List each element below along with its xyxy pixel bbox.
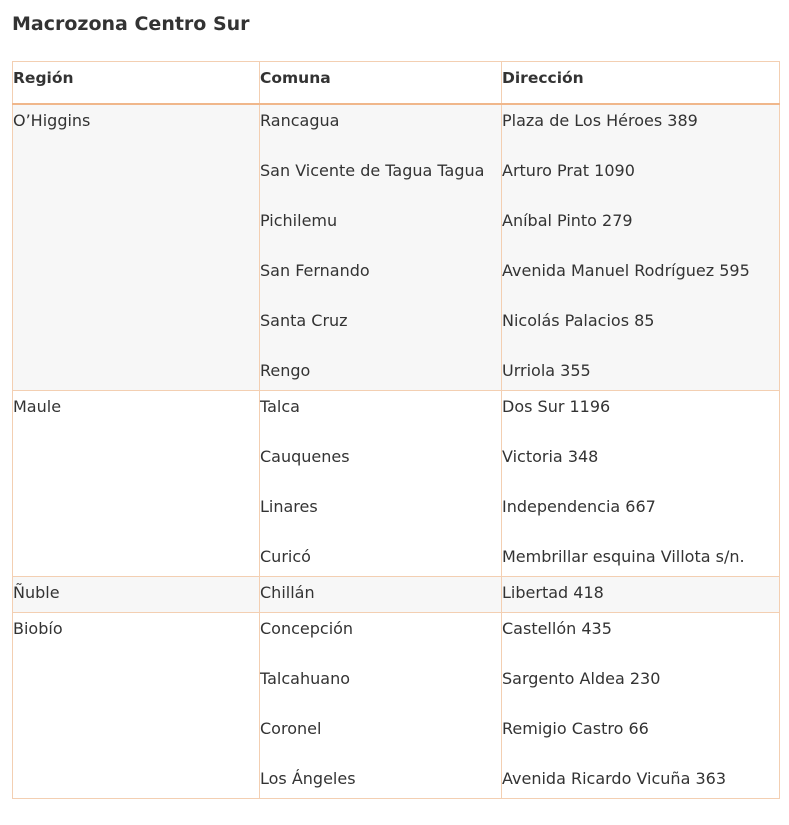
column-header-comuna: Comuna	[260, 62, 502, 105]
direccion-cell	[502, 577, 780, 613]
comuna-name: Rengo	[260, 361, 311, 380]
comuna-name: Curicó	[260, 547, 311, 566]
region-name: O’Higgins	[13, 111, 91, 130]
column-header-direccion: Dirección	[502, 62, 780, 105]
direccion-cell	[502, 104, 780, 391]
column-header-region: Región	[13, 62, 260, 105]
comuna-name: Coronel	[260, 719, 322, 738]
address-text: Remigio Castro 66	[502, 719, 649, 738]
direccion-cell	[502, 391, 780, 577]
address-text: Castellón 435	[502, 619, 612, 638]
comuna-name: San Vicente de Tagua Tagua	[260, 161, 485, 180]
comuna-name: Santa Cruz	[260, 311, 348, 330]
address-text: Avenida Ricardo Vicuña 363	[502, 769, 726, 788]
address-text: Libertad 418	[502, 583, 604, 602]
address-text: Sargento Aldea 230	[502, 669, 661, 688]
region-cell	[13, 391, 260, 577]
region-cell	[13, 104, 260, 391]
comuna-name: Talca	[260, 397, 300, 416]
direccion-cell	[502, 613, 780, 799]
region-name: Ñuble	[13, 583, 60, 602]
address-text: Urriola 355	[502, 361, 591, 380]
address-text: Nicolás Palacios 85	[502, 311, 655, 330]
comuna-name: Rancagua	[260, 111, 340, 130]
comuna-name: San Fernando	[260, 261, 370, 280]
offices-table	[12, 61, 780, 799]
address-text: Victoria 348	[502, 447, 599, 466]
region-name: Biobío	[13, 619, 63, 638]
table-row	[13, 391, 780, 577]
comuna-cell	[260, 613, 502, 799]
comuna-name: Linares	[260, 497, 318, 516]
page-title: Macrozona Centro Sur	[12, 13, 250, 35]
comuna-cell	[260, 577, 502, 613]
table-header-row	[13, 62, 780, 105]
address-text: Dos Sur 1196	[502, 397, 611, 416]
region-cell	[13, 613, 260, 799]
comuna-name: Concepción	[260, 619, 354, 638]
comuna-name: Pichilemu	[260, 211, 338, 230]
region-name: Maule	[13, 397, 62, 416]
address-text: Avenida Manuel Rodríguez 595	[502, 261, 750, 280]
address-text: Arturo Prat 1090	[502, 161, 635, 180]
comuna-name: Los Ángeles	[260, 769, 356, 788]
comuna-name: Chillán	[260, 583, 315, 602]
table-row	[13, 104, 780, 391]
comuna-name: Talcahuano	[260, 669, 350, 688]
table-row	[13, 613, 780, 799]
comuna-name: Cauquenes	[260, 447, 350, 466]
address-text: Plaza de Los Héroes 389	[502, 111, 698, 130]
comuna-cell	[260, 391, 502, 577]
comuna-cell	[260, 104, 502, 391]
address-text: Independencia 667	[502, 497, 656, 516]
address-text: Aníbal Pinto 279	[502, 211, 633, 230]
address-text: Membrillar esquina Villota s/n.	[502, 547, 745, 566]
region-cell	[13, 577, 260, 613]
table-row	[13, 577, 780, 613]
